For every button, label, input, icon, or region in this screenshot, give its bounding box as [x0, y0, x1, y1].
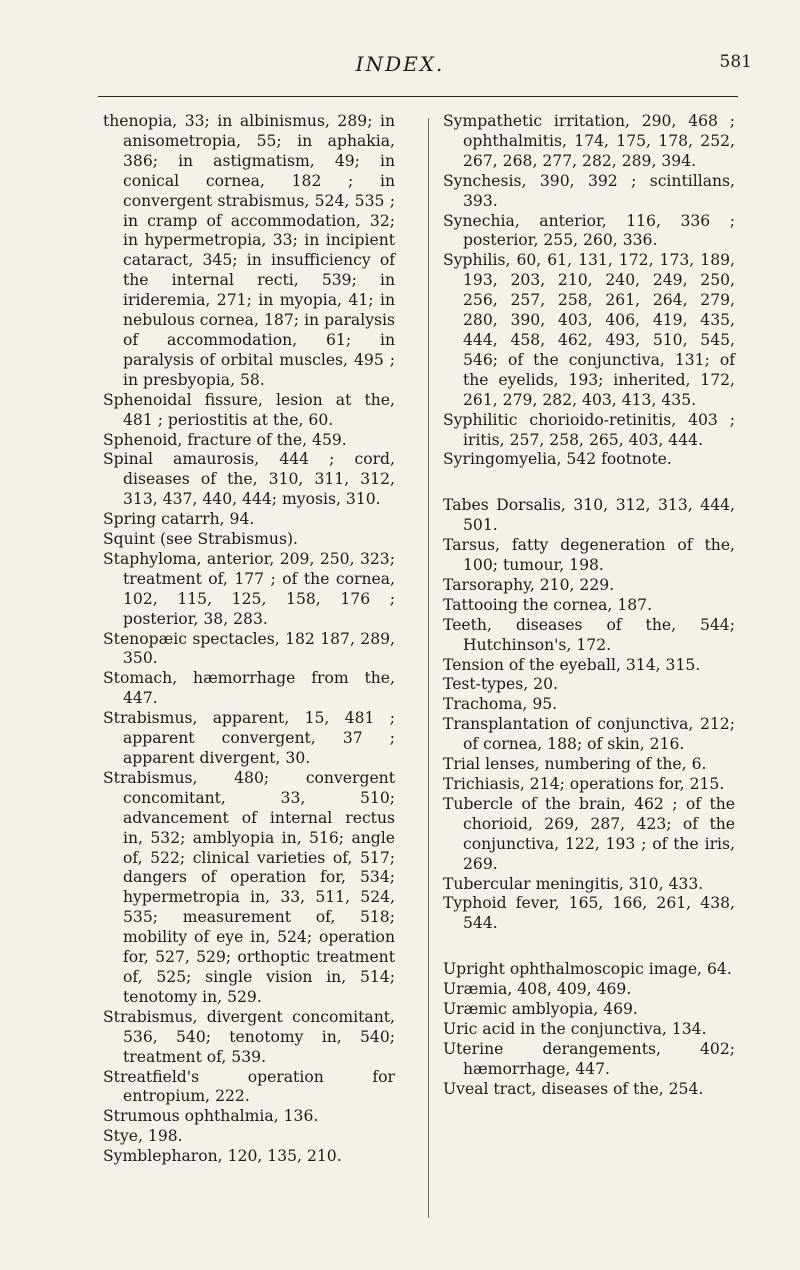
index-entry: Spinal amaurosis, 444 ; cord, diseases of the, 310, 311, 312, 313, 437, 440, 444; myosis, 310.	[103, 450, 395, 509]
index-entry: Spring catarrh, 94.	[103, 510, 255, 529]
index-entry: Test-types, 20.	[443, 675, 558, 694]
index-column-right	[443, 112, 735, 1100]
index-entry: Tubercle of the brain, 462 ; of the chorioid, 269, 287, 423; of the conjunctiva, 122, 193 ; of the iris, 269.	[443, 794, 735, 873]
index-entry: Strabismus, apparent, 15, 481 ; apparent convergent, 37 ; apparent divergent, 30.	[103, 709, 395, 767]
index-entry: Streatfield's operation for entropium, 222.	[103, 1067, 395, 1106]
index-entry: Sympathetic irritation, 290, 468 ; ophthalmitis, 174, 175, 178, 252, 267, 268, 277, 282, 289, 394.	[443, 112, 735, 170]
index-column-left	[103, 112, 395, 1167]
index-entry: Stomach, hæmorrhage from the, 447.	[103, 669, 395, 708]
index-entry: Uveal tract, diseases of the, 254.	[443, 1079, 704, 1098]
index-entry: Strumous ophthalmia, 136.	[103, 1107, 319, 1126]
letter-group-gap	[443, 470, 735, 496]
header-rule	[98, 96, 738, 97]
index-entry: Sphenoid, fracture of the, 459.	[103, 430, 347, 449]
index-entry: Stye, 198.	[103, 1127, 183, 1146]
index-entry: Typhoid fever, 165, 166, 261, 438, 544.	[443, 894, 735, 933]
column-divider	[428, 118, 429, 1218]
index-entry: Teeth, diseases of the, 544; Hutchinson's, 172.	[443, 615, 735, 654]
index-entry: Strabismus, 480; convergent concomitant, 33, 510; advancement of internal rectus in, 532; amblyopia in, 516; angle of, 522; clinical varieties of, 517; dangers of operation for, 534; hypermetropia in, 33, 511, 524, 535; measurement of, 518; mobility of eye in, 524; operation for, 527, 529; orthoptic treatment of, 525; single vision in, 514; tenotomy in, 529.	[103, 768, 395, 1006]
index-entry: Staphyloma, anterior, 209, 250, 323; treatment of, 177 ; of the cornea, 102, 115, 125, 158, 176 ; posterior, 38, 283.	[103, 549, 395, 628]
index-entry: Syringomyelia, 542 footnote.	[443, 450, 672, 469]
index-entry: Tension of the eyeball, 314, 315.	[443, 655, 701, 674]
index-entry: Synchesis, 390, 392 ; scintillans, 393.	[443, 171, 735, 210]
index-entry: Transplantation of conjunctiva, 212; of cornea, 188; of skin, 216.	[443, 715, 735, 754]
index-entry: Trial lenses, numbering of the, 6.	[443, 755, 707, 774]
index-entry: Uric acid in the conjunctiva, 134.	[443, 1019, 707, 1038]
index-entry: Trichiasis, 214; operations for, 215.	[443, 775, 725, 793]
index-entry: Synechia, anterior, 116, 336 ; posterior, 255, 260, 336.	[443, 211, 735, 250]
index-entry: Sphenoidal fissure, lesion at the, 481 ; periostitis at the, 60.	[103, 390, 395, 429]
index-entry: Upright ophthalmoscopic image, 64.	[443, 960, 732, 979]
index-entry: Uræmic amblyopia, 469.	[443, 1000, 638, 1019]
index-entry: Tarsus, fatty degeneration of the, 100; tumour, 198.	[443, 536, 735, 575]
page-number: 581	[719, 52, 752, 72]
index-entry: Uterine derangements, 402; hæmorrhage, 447.	[443, 1039, 735, 1078]
index-entry: Tattooing the cornea, 187.	[443, 595, 653, 614]
running-header: INDEX.	[355, 52, 445, 76]
index-entry: Tubercular meningitis, 310, 433.	[443, 874, 704, 893]
index-entry: Strabismus, divergent concomitant, 536, 540; tenotomy in, 540; treatment of, 539.	[103, 1007, 395, 1066]
index-entry: Syphilitic chorioido-retinitis, 403 ; iritis, 257, 258, 265, 403, 444.	[443, 410, 735, 449]
index-entry: thenopia, 33; in albinismus, 289; in anisometropia, 55; in aphakia, 386; in astigmatism, 49; in conical cornea, 182 ; in convergent strabismus, 524, 535 ; in cramp of accommodation, 32; in hypermetropia, 33; in incipient cataract, 345; in insufficiency of the internal recti, 539; in irideremia, 271; in myopia, 41; in nebulous cornea, 187; in paralysis of accommodation, 61; in paralysis of orbital muscles, 495 ; in presbyopia, 58.	[103, 112, 395, 389]
index-entry: Squint (see Strabismus).	[103, 530, 299, 549]
letter-group-gap	[443, 934, 735, 960]
index-entry: Trachoma, 95.	[443, 695, 558, 714]
index-entry: Symblepharon, 120, 135, 210.	[103, 1147, 342, 1166]
index-entry: Tabes Dorsalis, 310, 312, 313, 444, 501.	[443, 496, 735, 535]
index-entry: Uræmia, 408, 409, 469.	[443, 980, 632, 999]
index-entry: Syphilis, 60, 61, 131, 172, 173, 189, 193, 203, 210, 240, 249, 250, 256, 257, 258, 261, 264, 279, 280, 390, 403, 406, 419, 435, 444, 458, 462, 493, 510, 545, 546; of the conjunctiva, 131; of the eyelids, 193; inherited, 172, 261, 279, 282, 403, 413, 435.	[443, 251, 735, 409]
index-entry: Tarsoraphy, 210, 229.	[443, 575, 615, 594]
index-entry: Stenopæic spectacles, 182 187, 289, 350.	[103, 629, 395, 668]
